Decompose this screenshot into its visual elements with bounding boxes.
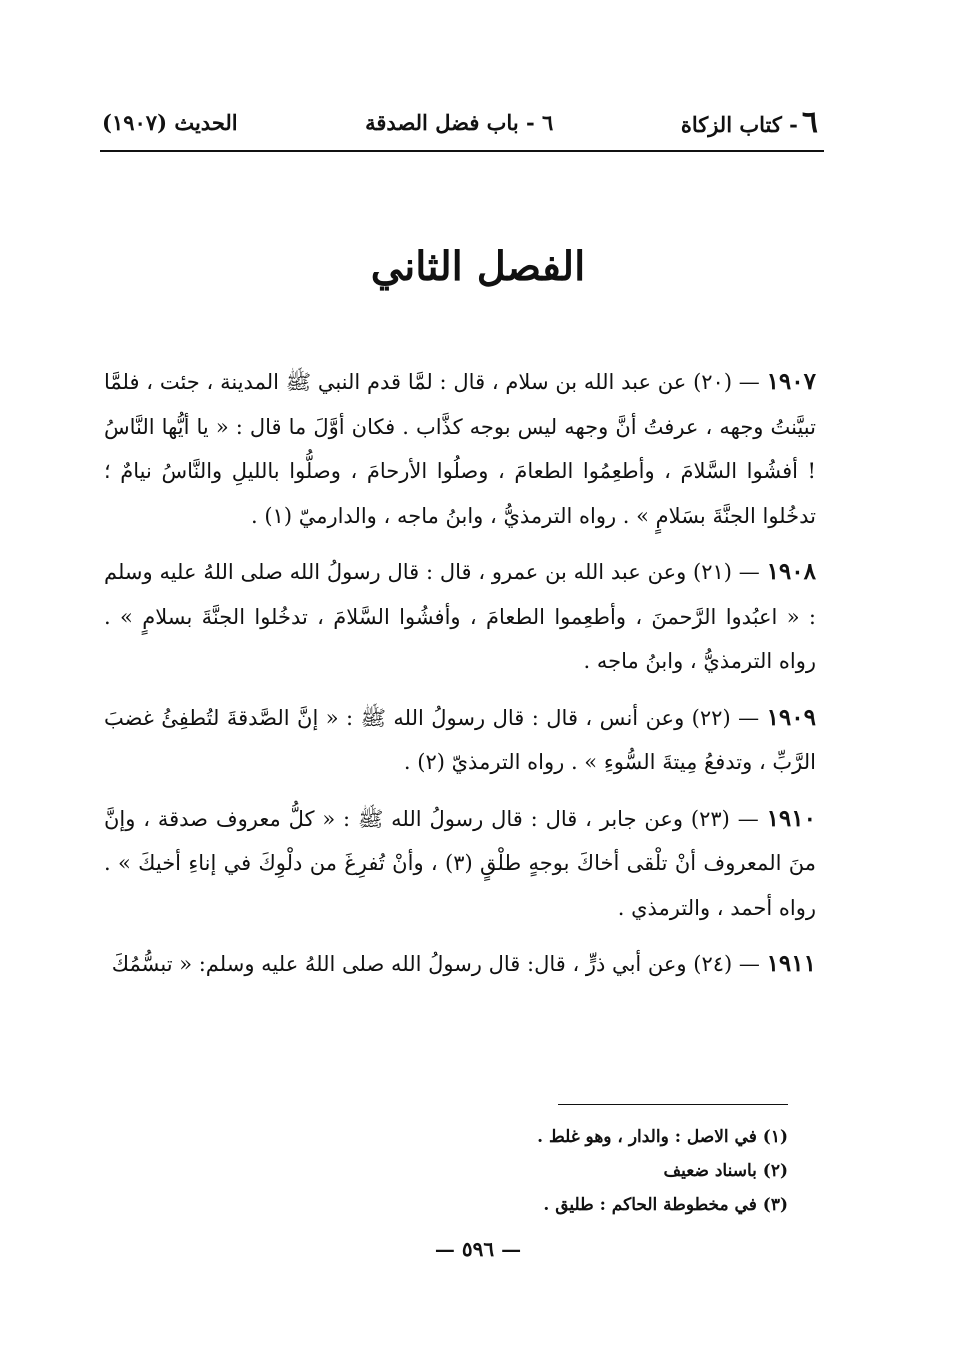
page-number: — ٥٩٦ — <box>434 1237 522 1261</box>
hadith-text: — (٢٠) عن عبد الله بن سلام ، قال : لمَّا قدم النبي ﷺ المدينة ، جئت ، فلمَّا تبيَّنتُ وجهه ، عرفتُ أنَّ وجهه ليس بوجه كذَّاب . فكان أوَّلَ ما قال : « يا أيُّها النَّاسُ ! أفشُوا السَّلامَ ، وأطعِمُوا الطعامَ ، وصلُوا الأرحامَ ، وصلُّوا بالليلِ والنَّاسُ نيامٌ ؛ تدخُلوا الجنَّةَ بسَلامٍ » . رواه الترمذيُّ ، وابنُ ماجه ، والدارميّ (١) . <box>104 370 816 528</box>
hadith-paragraph <box>104 360 816 538</box>
hadith-text: — (٢٣) وعن جابر ، قال : قال رسولُ الله ﷺ : « كلُّ معروف صدقة ، وإنَّ منَ المعروف أنْ تلْقى أخاكَ بوجهٍ طلْقٍ (٣) ، وأنْ تُفرِغَ من دلْوِكَ في إناءِ أخيكَ » . رواه أحمد ، والترمذي . <box>104 806 816 920</box>
hadith-paragraph <box>104 550 816 684</box>
hadith-number: ١٩٠٧ <box>766 368 816 395</box>
book-title <box>681 105 818 140</box>
hadith-body <box>104 360 816 999</box>
hadith-paragraph <box>104 696 816 785</box>
running-header <box>102 100 818 144</box>
hadith-text: — (٢٤) وعن أبي ذرٍّ ، قال: قال رسولُ الله صلى اللهُ عليه وسلم: « تبسُّمُكَ <box>111 952 760 976</box>
hadith-text: — (٢٢) وعن أنس ، قال : قال رسولُ الله ﷺ : « إنَّ الصَّدقةَ لتُطفِئُ غضبَ الرَّبِّ ، وتدفعُ مِيتةَ السُّوءِ » . رواه الترمذيّ (٢) . <box>104 705 816 774</box>
hadith-reference: الحديث (١٩٠٧) <box>102 109 238 135</box>
hadith-text: — (٢١) وعن عبد الله بن عمرو ، قال : قال رسولُ الله صلى اللهُ عليه وسلم : « اعبُدوا الرَّحمنَ ، وأطعِموا الطعامَ ، وأفشُوا السَّلامَ ، تدخُلوا الجنَّةَ بسلامٍ » . رواه الترمذيُّ ، وابنُ ماجه . <box>104 560 816 673</box>
section-title: الفصل الثاني <box>370 243 586 290</box>
hadith-number: ١٩١٠ <box>766 804 816 832</box>
hadith-paragraph <box>104 942 816 987</box>
footnote: (٣) في مخطوطة الحاكم : طليق . <box>543 1195 788 1215</box>
book-title-text: - كتاب الزكاة <box>680 111 798 137</box>
hadith-number: ١٩٠٨ <box>766 558 816 585</box>
chapter-title: ٦ - باب فضل الصدقة <box>365 109 554 135</box>
header-rule <box>100 150 824 152</box>
footnotes <box>300 1120 788 1222</box>
hadith-paragraph <box>104 797 816 931</box>
footnote: (٢) باسناد ضعيف <box>663 1161 788 1181</box>
hadith-number: ١٩١١ <box>766 950 816 977</box>
footnote: (١) في الاصل : والدار ، وهو غلط . <box>537 1127 788 1147</box>
hadith-number: ١٩٠٩ <box>766 703 816 731</box>
footnote-rule <box>558 1104 788 1105</box>
book-number: ٦ <box>801 104 818 140</box>
